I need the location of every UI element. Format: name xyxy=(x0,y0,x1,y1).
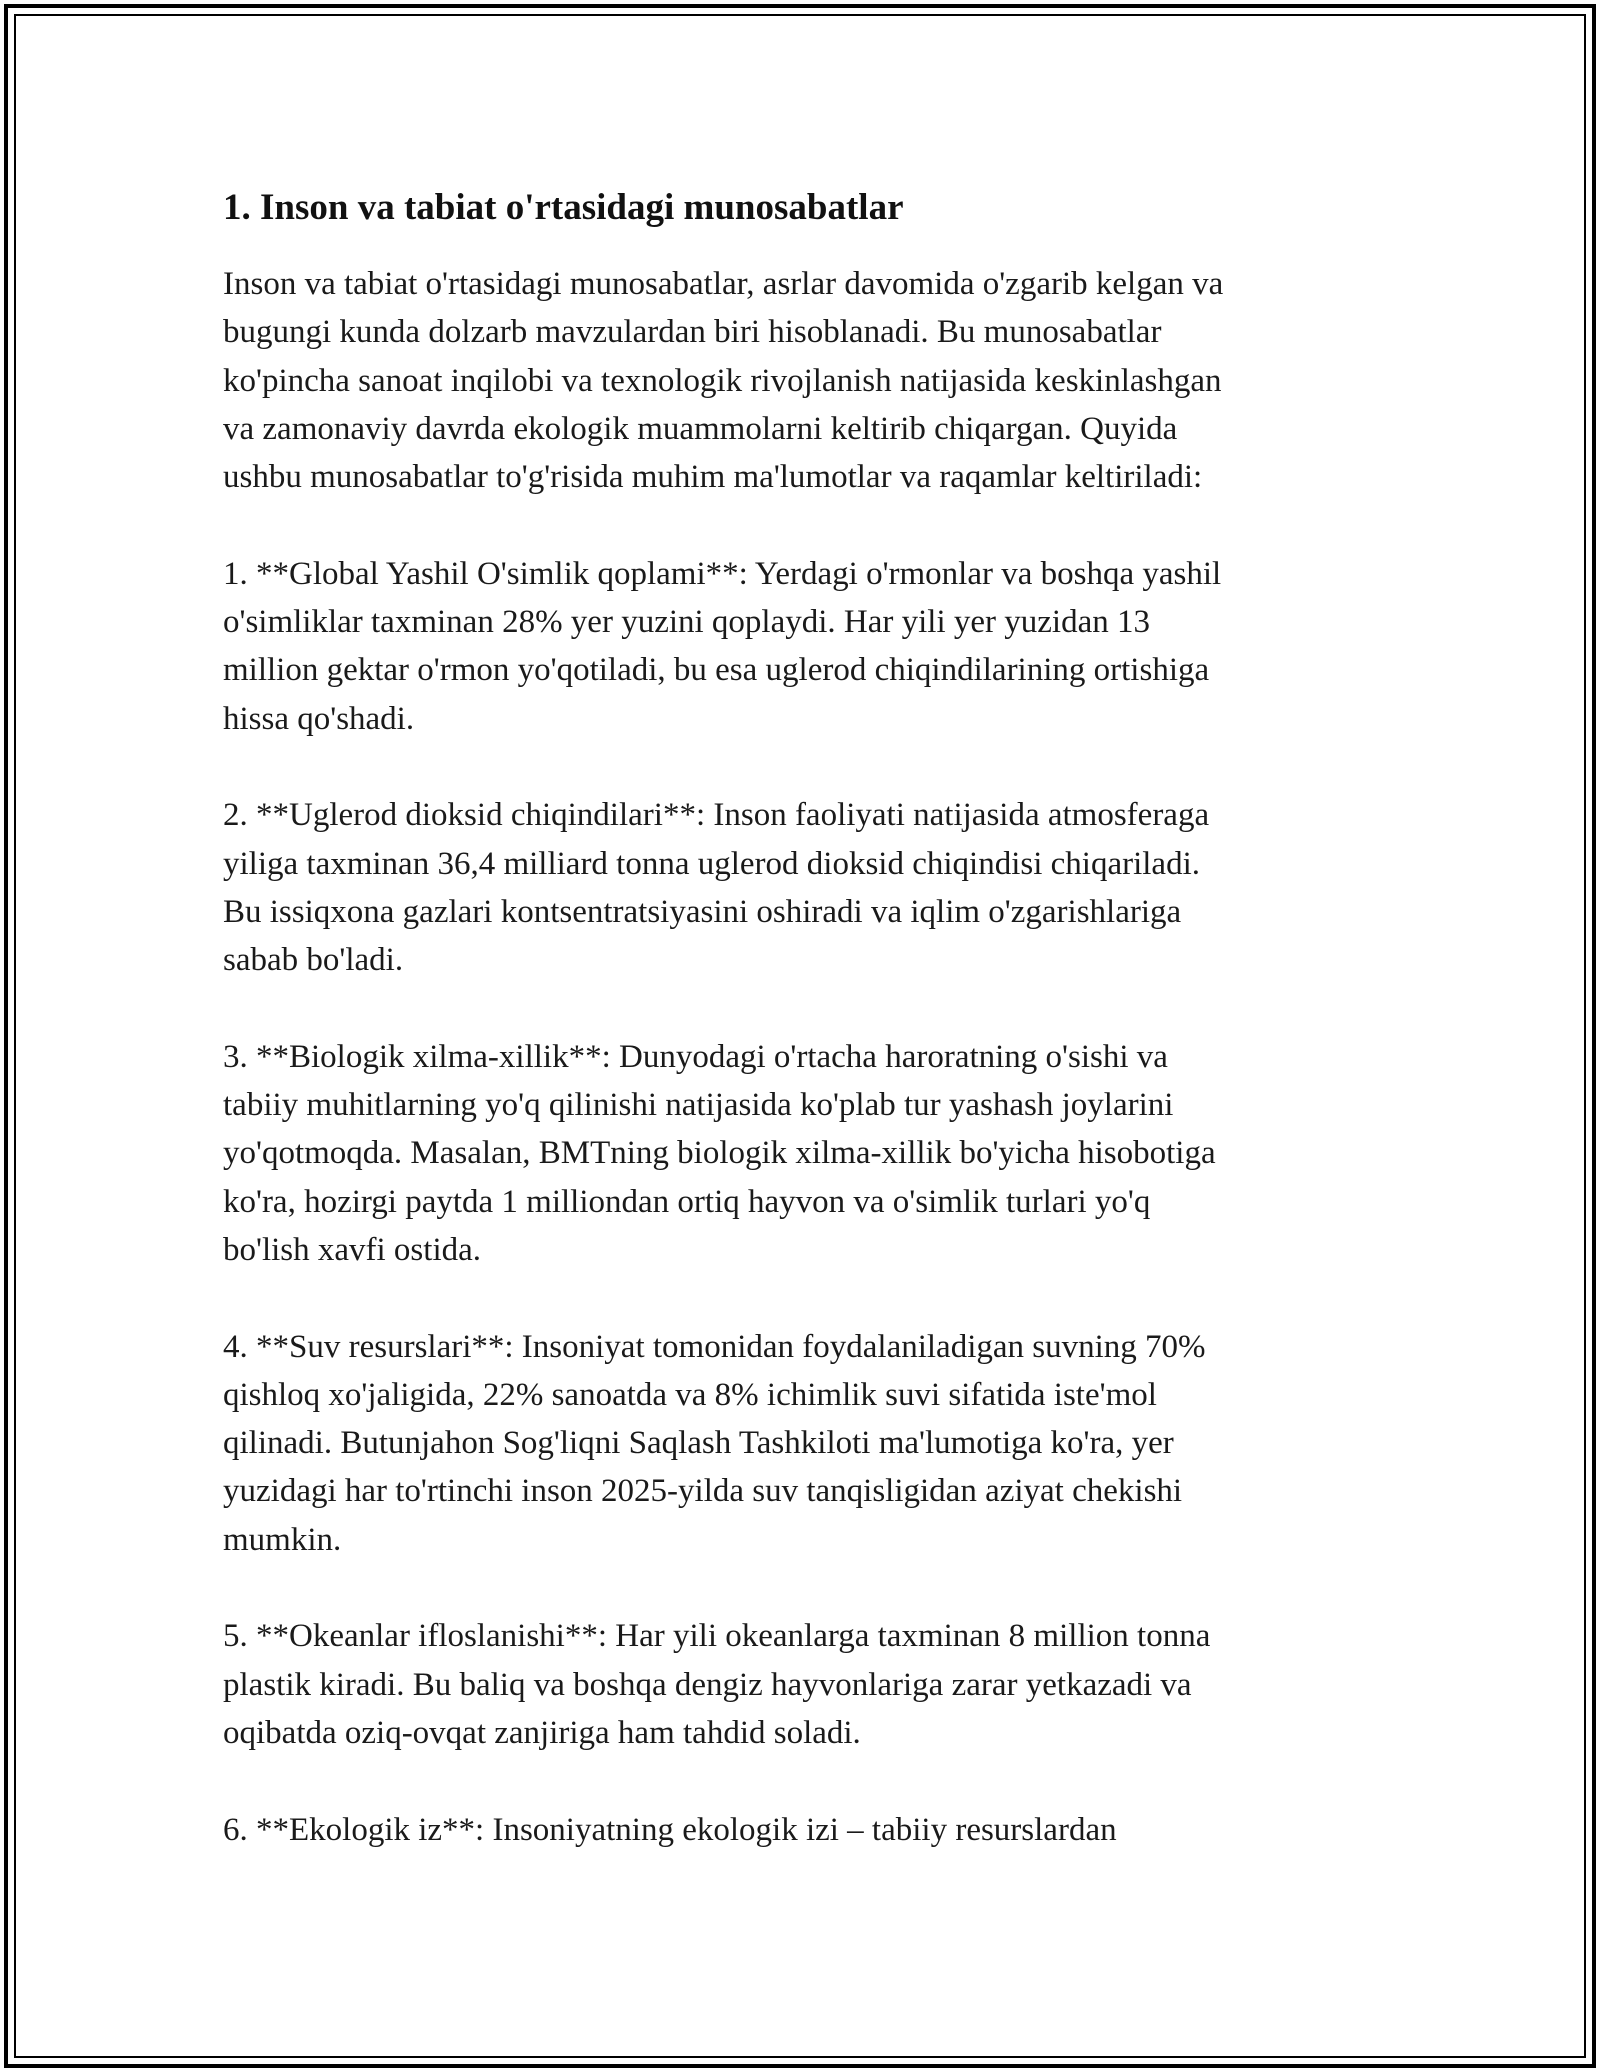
list-item-ocean-pollution: 5. **Okeanlar ifloslanishi**: Har yili okeanlarga taxminan 8 million tonna plastik kiradi. Bu baliq va boshqa dengiz hayvonlariga zarar yetkazadi va oqibatda oziq-ovqat zanjiriga ham tahdid soladi. xyxy=(223,1618,1211,1751)
list-item-green-cover: 1. **Global Yashil O'simlik qoplami**: Yerdagi o'rmonlar va boshqa yashil o'simliklar taxminan 28% yer yuzini qoplaydi. Har yili yer yuzidan 13 million gektar o'rmon yo'qotiladi, bu esa uglerod chiqindilarining ortishiga hissa qo'shadi. xyxy=(223,555,1222,737)
list-item-carbon-dioxide: 2. **Uglerod dioksid chiqindilari**: Inson faoliyati natijasida atmosferaga yiliga taxminan 36,4 milliard tonna uglerod dioksid chiqindisi chiqariladi. Bu issiqxona gazlari kontsentratsiyasini oshiradi va iqlim o'zgarishlariga sabab bo'ladi. xyxy=(223,797,1210,979)
document-body xyxy=(223,186,1363,1854)
section-heading: 1. Inson va tabiat o'rtasidagi munosabatlar xyxy=(223,187,904,228)
intro-paragraph: Inson va tabiat o'rtasidagi munosabatlar, asrlar davomida o'zgarib kelgan va bugungi kunda dolzarb mavzulardan biri hisoblanadi. Bu munosabatlar ko'pincha sanoat inqilobi va texnologik rivojlanish natijasida keskinlashgan va zamonaviy davrda ekologik muammolarni keltirib chiqargan. Quyida ushbu munosabatlar to'g'risida muhim ma'lumotlar va raqamlar keltiriladi: xyxy=(223,266,1224,496)
list-item-ecological-footprint: 6. **Ekologik iz**: Insoniyatning ekologik izi – tabiiy resurslardan xyxy=(223,1811,1117,1848)
list-item-biodiversity: 3. **Biologik xilma-xillik**: Dunyodagi o'rtacha haroratning o'sishi va tabiiy muhitlarning yo'q qilinishi natijasida ko'plab tur yashash joylarini yo'qotmoqda. Masalan, BMTning biologik xilma-xillik bo'yicha hisobotiga ko'ra, hozirgi paytda 1 milliondan ortiq hayvon va o'simlik turlari yo'q bo'lish xavfi ostida. xyxy=(223,1038,1216,1268)
list-item-water-resources: 4. **Suv resurslari**: Insoniyat tomonidan foydalaniladigan suvning 70% qishloq xo'jaligida, 22% sanoatda va 8% ichimlik suvi sifatida iste'mol qilinadi. Butunjahon Sog'liqni Saqlash Tashkiloti ma'lumotiga ko'ra, yer yuzidagi har to'rtinchi inson 2025-yilda suv tanqisligidan aziyat chekishi mumkin. xyxy=(223,1328,1206,1558)
